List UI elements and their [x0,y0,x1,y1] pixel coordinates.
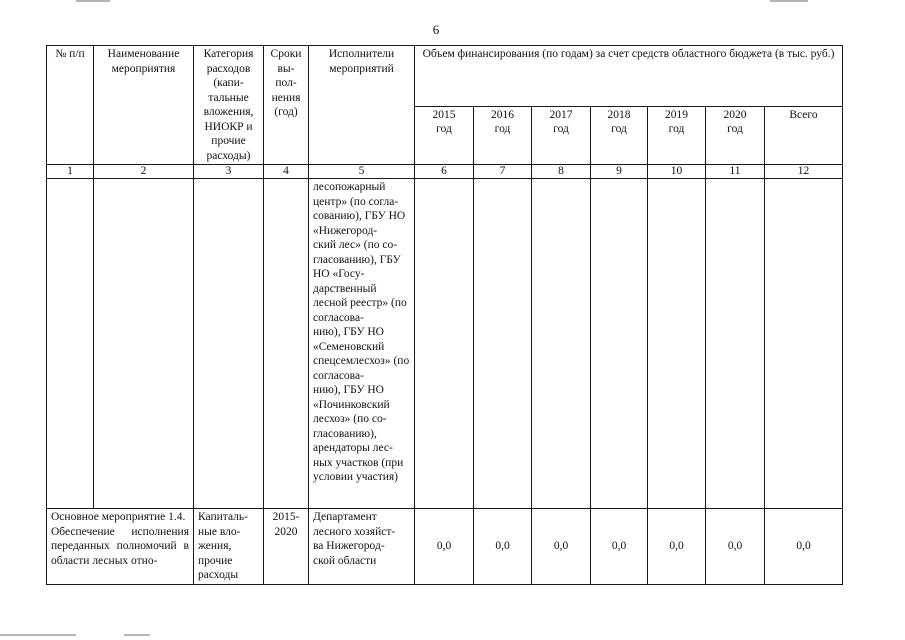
cell-empty [264,179,309,509]
measure-category: Капиталь- ные вло- жения, прочие расходы [194,509,264,585]
column-number: 11 [706,165,765,179]
cell-empty [194,179,264,509]
header-year-2018: 2018 год [591,106,648,165]
column-number: 7 [474,165,532,179]
header-num: № п/п [47,46,94,165]
column-number: 1 [47,165,94,179]
scan-mark-top-right [770,0,808,2]
measure-name: Основное мероприятие 1.4. Обеспечение исполнения переданных полномочий в области лесных отно- [47,509,194,585]
cell-empty [765,179,843,509]
value-2016: 0,0 [474,509,532,585]
cell-empty [532,179,591,509]
measure-executors: Департамент лесного хозяйст- ва Нижегород- ской области [309,509,415,585]
measure-period: 2015- 2020 [264,509,309,585]
column-number: 4 [264,165,309,179]
header-funding: Объем финансирования (по годам) за счет средств областного бюджета (в тыс. руб.) [415,46,843,107]
cell-empty [591,179,648,509]
scan-mark-top-left [76,0,110,2]
cell-empty [94,179,194,509]
cell-empty [706,179,765,509]
column-number: 9 [591,165,648,179]
scan-mark-bottom-center [124,634,150,636]
header-year-2016: 2016 год [474,106,532,165]
header-total: Всего [765,106,843,165]
header-year-2015: 2015 год [415,106,474,165]
value-total: 0,0 [765,509,843,585]
cell-empty [415,179,474,509]
column-number: 8 [532,165,591,179]
column-number: 12 [765,165,843,179]
value-2015: 0,0 [415,509,474,585]
header-year-2017: 2017 год [532,106,591,165]
column-number: 5 [309,165,415,179]
funding-table [46,45,843,585]
value-2017: 0,0 [532,509,591,585]
column-number: 10 [648,165,706,179]
column-number: 6 [415,165,474,179]
value-2018: 0,0 [591,509,648,585]
table-row [47,509,843,585]
scan-mark-bottom-left [0,634,76,636]
cell-empty [474,179,532,509]
value-2019: 0,0 [648,509,706,585]
cell-empty [47,179,94,509]
page-number: 6 [432,22,440,37]
table-row [47,179,843,509]
cell-empty [648,179,706,509]
header-category: Категория расходов (капи- тальные вложения, НИОКР и прочие расходы) [194,46,264,165]
column-number: 3 [194,165,264,179]
column-number: 2 [94,165,194,179]
header-year-2020: 2020 год [706,106,765,165]
header-period: Сроки вы- пол- нения (год) [264,46,309,165]
header-name: Наименование мероприятия [94,46,194,165]
header-executors: Исполнители мероприятий [309,46,415,165]
header-year-2019: 2019 год [648,106,706,165]
value-2020: 0,0 [706,509,765,585]
continuation-executors: лесопожарный центр» (по согла- сованию), ГБУ НО «Нижегород- ский лес» (по со- гласованию), ГБУ НО «Госу- дарственный лесной реестр» (по согласова- нию), ГБУ НО «Семеновский спецсемлесхоз» (по согласова- нию), ГБУ НО «Починковский лесхоз» (по со- гласованию), арендаторы лес- ных участков (при условии участия) [309,179,415,509]
